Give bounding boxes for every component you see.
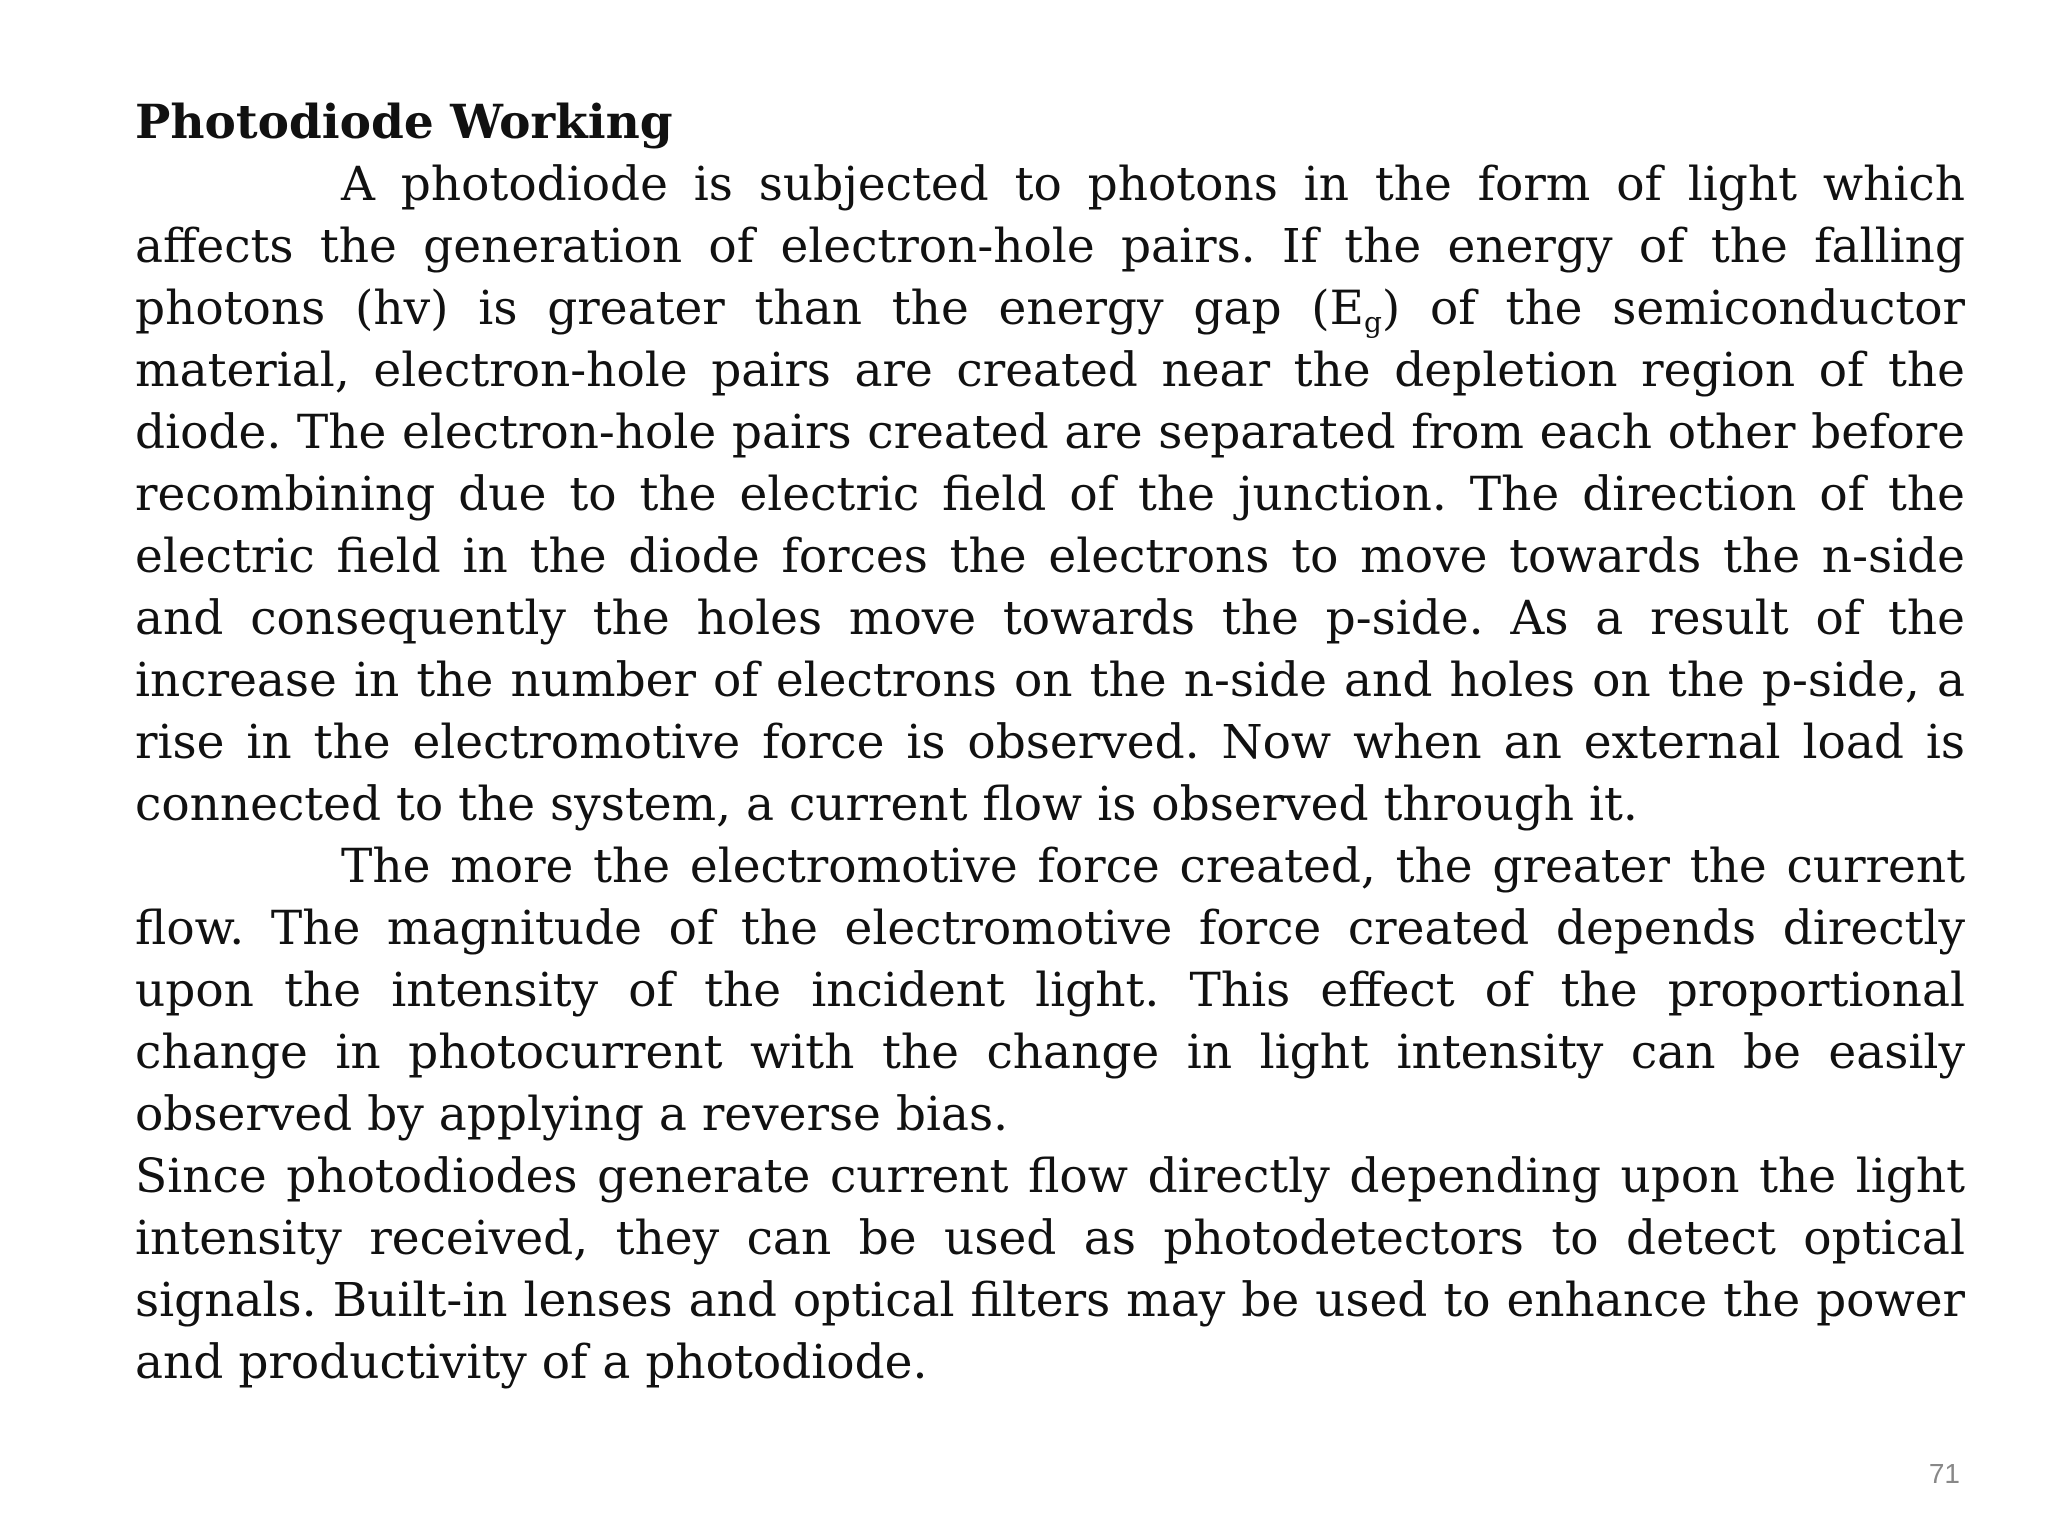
paragraph1-text-end: ) of the semiconductor material, electron-hole pairs are created near the depletion region of the diode. The electron-hole pairs created are separated from each other before recombining due to the electric field of the junction. The direction of the electric field in the diode forces the electrons to move towards the n-side and consequently the holes move towards the p-side. As a result of the increase in the number of electrons on the n-side and holes on the p-side, a rise in the electromotive force is observed. Now when an external load is connected to the system, a current flow is observed through it. [135, 281, 1965, 832]
slide-heading: Photodiode Working [135, 95, 673, 150]
paragraph1-text-start: A photodiode is subjected to photons in the form of light which affects the generation of electron-hole pairs. If the energy of the falling photons (hv) is greater than the energy gap (E [135, 157, 1965, 336]
paragraph-photodetector-use: Since photodiodes generate current flow directly depending upon the light intensity received, they can be used as photodetectors to detect optical signals. Built-in lenses and optical filters may be used to enhance the power and productivity of a photodiode. [135, 1149, 1965, 1390]
page-number: 71 [1928, 1458, 1960, 1489]
paragraph-emf-current: The more the electromotive force created, the greater the current flow. The magnitude of the electromotive force created depends directly upon the intensity of the incident light. This effect of the proportional change in photocurrent with the change in light intensity can be easily observed by applying a reverse bias. [135, 839, 1965, 1142]
energy-gap-subscript: g [1363, 306, 1382, 339]
slide-content [135, 92, 1965, 1394]
paragraph-photodiode-mechanism [135, 154, 1965, 836]
